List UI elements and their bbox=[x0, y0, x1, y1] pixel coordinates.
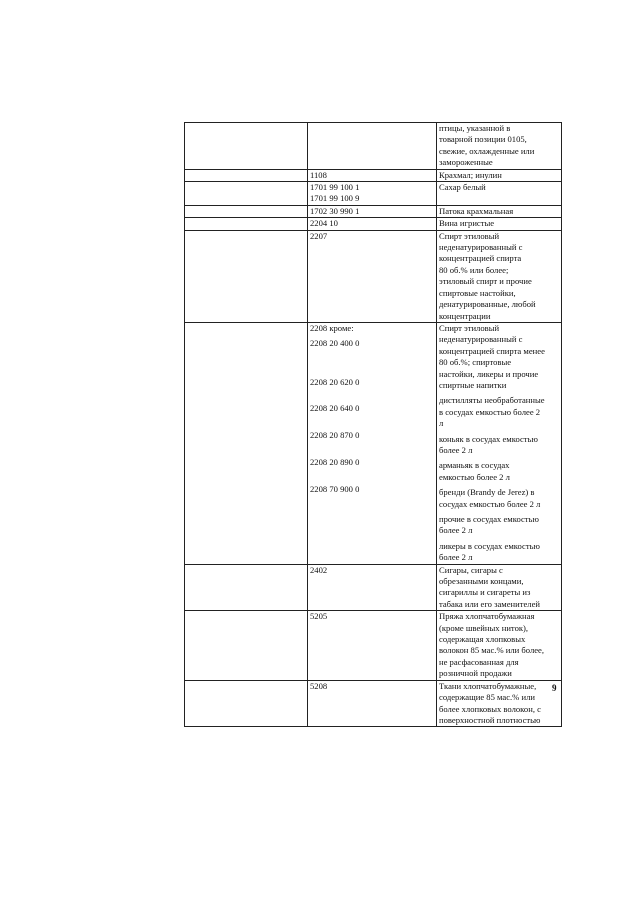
description-line: поверхностной плотностью bbox=[439, 714, 541, 725]
table-row bbox=[185, 169, 562, 181]
description-cell bbox=[437, 611, 562, 680]
description-line: Сахар белый bbox=[439, 182, 486, 193]
empty-cell bbox=[185, 564, 308, 611]
spacer bbox=[310, 415, 434, 426]
table-row bbox=[185, 182, 562, 206]
sub-item-description-line: более 2 л bbox=[439, 444, 473, 455]
description-line: спиртовые настойки, bbox=[439, 287, 516, 298]
spacer bbox=[310, 361, 434, 372]
spacer bbox=[310, 388, 434, 399]
description-cell bbox=[437, 564, 562, 611]
spacer bbox=[310, 350, 434, 361]
sub-item-description-line: прочие в сосудах емкостью bbox=[439, 514, 539, 524]
sub-item-description-line: ликеры в сосудах емкостью bbox=[439, 540, 540, 551]
sub-item-description-line: емкостью более 2 л bbox=[439, 471, 510, 482]
description-line: Сигары, сигары с bbox=[439, 564, 503, 575]
tnved-code: 5205 bbox=[310, 611, 328, 622]
description-line: птицы, указанной в bbox=[439, 123, 511, 133]
page-number: 9 bbox=[552, 683, 557, 693]
description-line: Спирт этиловый bbox=[439, 230, 500, 241]
description-cell bbox=[437, 218, 562, 230]
description-line: (кроме швейных ниток), bbox=[439, 622, 529, 633]
empty-cell bbox=[185, 680, 308, 727]
tnved-code-cell bbox=[308, 322, 437, 564]
description-line: товарной позиции 0105, bbox=[439, 134, 527, 145]
tnved-code: 5208 bbox=[310, 680, 328, 691]
description-line: спиртные напитки bbox=[439, 379, 507, 390]
table-row bbox=[185, 564, 562, 611]
table-body bbox=[185, 123, 562, 727]
description-line: не расфасованная для bbox=[439, 656, 519, 667]
description-line: содержащая хлопковых bbox=[439, 634, 526, 645]
description-line: замороженные bbox=[439, 157, 493, 168]
tariff-code-table bbox=[184, 122, 562, 727]
description-line: обрезанными концами, bbox=[439, 576, 524, 587]
table-row bbox=[185, 218, 562, 230]
tnved-code: 2204 10 bbox=[310, 218, 338, 229]
description-line: концентрацией спирта bbox=[439, 253, 522, 264]
tnved-code-cell bbox=[308, 169, 437, 181]
sub-item-code: 2208 20 620 0 bbox=[310, 376, 360, 387]
table-row bbox=[185, 680, 562, 727]
sub-item-description-line: более 2 л bbox=[439, 525, 473, 536]
sub-item-description-line: сосудах емкостью более 2 л bbox=[439, 498, 541, 509]
tnved-code-cell bbox=[308, 611, 437, 680]
description-line: Патока крахмальная bbox=[439, 205, 514, 216]
description-cell bbox=[437, 123, 562, 170]
description-line: сигариллы и сигареты из bbox=[439, 587, 531, 598]
description-line: свежие, охлажденные или bbox=[439, 145, 535, 156]
tnved-code: 1108 bbox=[310, 169, 327, 180]
sub-item-description-line: дистилляты необработанные bbox=[439, 395, 545, 406]
tnved-code-cell bbox=[308, 218, 437, 230]
spacer bbox=[310, 468, 434, 479]
sub-item-description-line: л bbox=[439, 418, 444, 429]
tnved-code: 1702 30 990 1 bbox=[310, 205, 360, 216]
empty-cell bbox=[185, 611, 308, 680]
description-line: Вина игристые bbox=[439, 218, 495, 229]
empty-cell bbox=[185, 322, 308, 564]
description-line: Спирт этиловый bbox=[439, 322, 500, 333]
sub-item-description-line: коньяк в сосудах емкостью bbox=[439, 433, 538, 444]
tnved-code: 2208 кроме: bbox=[310, 322, 354, 333]
sub-item-description-line: более 2 л bbox=[439, 552, 473, 563]
tnved-code-cell bbox=[308, 680, 437, 727]
empty-cell bbox=[185, 218, 308, 230]
description-line: неденатурированный с bbox=[439, 334, 523, 345]
tnved-code: 2402 bbox=[310, 564, 328, 575]
table-row bbox=[185, 322, 562, 564]
sub-item-description-line: бренди (Brandy de Jerez) в bbox=[439, 487, 535, 498]
sub-item-code: 2208 20 870 0 bbox=[310, 430, 360, 441]
description-cell bbox=[437, 680, 562, 727]
tnved-code-cell bbox=[308, 230, 437, 322]
sub-item-code: 2208 20 640 0 bbox=[310, 403, 360, 414]
spacer bbox=[310, 442, 434, 453]
sub-item-description-line: в сосудах емкостью более 2 bbox=[439, 406, 541, 417]
description-cell bbox=[437, 230, 562, 322]
empty-cell bbox=[185, 182, 308, 206]
description-line: денатурированные, любой bbox=[439, 299, 536, 310]
tnved-code-cell bbox=[308, 205, 437, 217]
description-line: более хлопковых волокон, с bbox=[439, 703, 541, 714]
description-cell bbox=[437, 322, 562, 564]
sub-item-description-line: арманьяк в сосудах bbox=[439, 460, 510, 471]
description-line: табака или его заменителей bbox=[439, 598, 541, 609]
description-line: концентрации bbox=[439, 310, 491, 321]
tnved-code-cell bbox=[308, 123, 437, 170]
description-line: Ткани хлопчатобумажные, bbox=[439, 680, 537, 691]
table-row bbox=[185, 230, 562, 322]
empty-cell bbox=[185, 205, 308, 217]
description-line: 80 об.%; спиртовые bbox=[439, 357, 512, 368]
table-row bbox=[185, 123, 562, 170]
tnved-code-cell bbox=[308, 564, 437, 611]
spacer bbox=[310, 495, 434, 506]
description-line: волокон 85 мас.% или более, bbox=[439, 645, 545, 656]
description-cell bbox=[437, 169, 562, 181]
empty-cell bbox=[185, 230, 308, 322]
sub-item-code: 2208 70 900 0 bbox=[310, 483, 360, 494]
description-line: Крахмал; инулин bbox=[439, 169, 502, 180]
description-cell bbox=[437, 205, 562, 217]
description-line: неденатурированный с bbox=[439, 242, 523, 253]
sub-item-code: 2208 20 890 0 bbox=[310, 456, 360, 467]
description-line: розничной продажи bbox=[439, 668, 512, 679]
description-line: Пряжа хлопчатобумажная bbox=[439, 611, 535, 622]
description-cell bbox=[437, 182, 562, 206]
tnved-code: 1701 99 100 1 bbox=[310, 182, 360, 193]
table-row bbox=[185, 205, 562, 217]
empty-cell bbox=[185, 123, 308, 170]
description-line: этиловый спирт и прочие bbox=[439, 276, 532, 287]
table-row bbox=[185, 611, 562, 680]
description-line: настойки, ликеры и прочие bbox=[439, 368, 539, 379]
description-line: содержащие 85 мас.% или bbox=[439, 692, 535, 703]
sub-item-code: 2208 20 400 0 bbox=[310, 338, 360, 349]
tnved-code: 1701 99 100 9 bbox=[310, 193, 360, 204]
description-line: 80 об.% или более; bbox=[439, 264, 509, 275]
empty-cell bbox=[185, 169, 308, 181]
tnved-code: 2207 bbox=[310, 230, 328, 241]
description-line: концентрацией спирта менее bbox=[439, 345, 545, 356]
tnved-code-cell bbox=[308, 182, 437, 206]
